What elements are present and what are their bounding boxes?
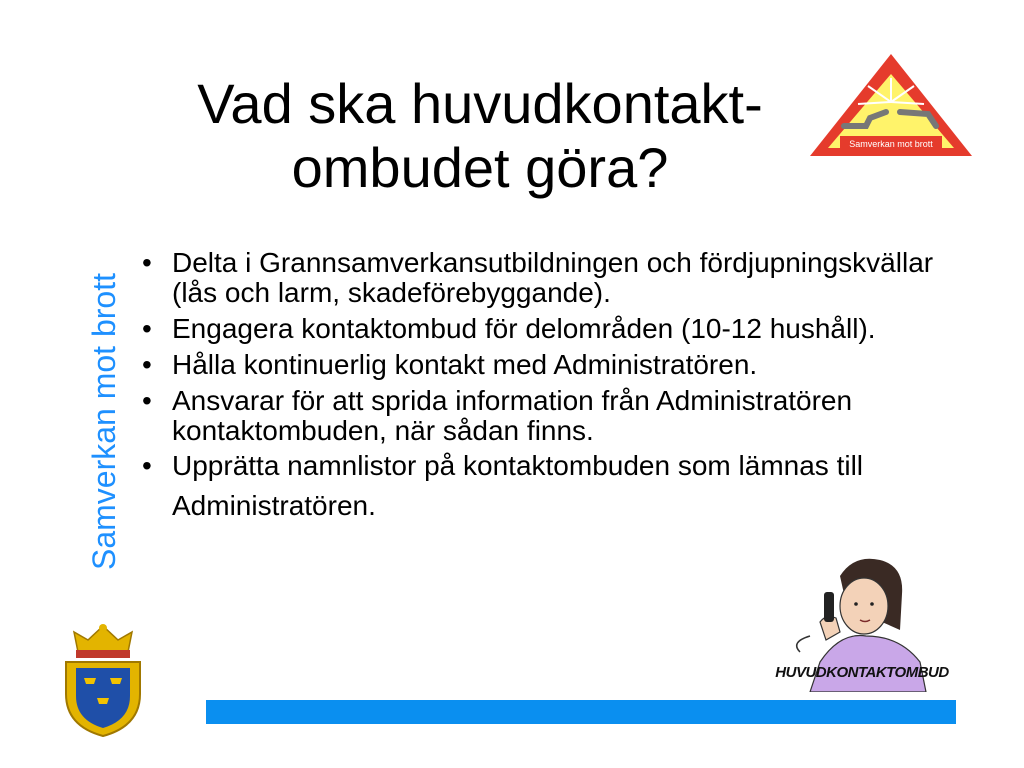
bullet-list [140, 248, 950, 532]
title-line-1: Vad ska huvudkontakt- [197, 72, 763, 135]
logo-text: Samverkan mot brott [849, 139, 933, 149]
swedish-police-crest-icon [58, 622, 148, 738]
title-line-2: ombudet göra? [291, 136, 669, 199]
bullet-item [140, 350, 950, 380]
bullet-dot: • [142, 247, 152, 278]
bullet-text: Upprätta namnlistor på kontaktombuden som lämnas till Administratören. [172, 450, 864, 521]
bullet-text: Delta i Grannsamverkansutbildningen och fördjupningskvällar (lås och larm, skadeförebyggande). [172, 247, 934, 308]
bullet-item [140, 446, 950, 526]
bullet-dot: • [142, 385, 152, 416]
bullet-item [140, 386, 950, 446]
warning-triangle-logo-icon [808, 52, 974, 160]
bullet-text: Ansvarar för att sprida information från Administratören kontaktombuden, när sådan finns. [172, 385, 853, 446]
vertical-side-text: Samverkan mot brott [86, 273, 122, 570]
bullet-dot: • [142, 349, 152, 380]
bullet-text: Hålla kontinuerlig kontakt med Administratören. [172, 349, 758, 380]
bullet-dot: • [142, 450, 152, 481]
bullet-item [140, 248, 950, 308]
footer-blue-bar [206, 700, 956, 724]
slide-title [150, 72, 810, 200]
bullet-text: Engagera kontaktombud för delområden (10-12 hushåll). [172, 313, 876, 344]
bullet-item [140, 314, 950, 344]
bullet-dot: • [142, 313, 152, 344]
person-caption: HUVUDKONTAKTOMBUD [775, 664, 949, 681]
